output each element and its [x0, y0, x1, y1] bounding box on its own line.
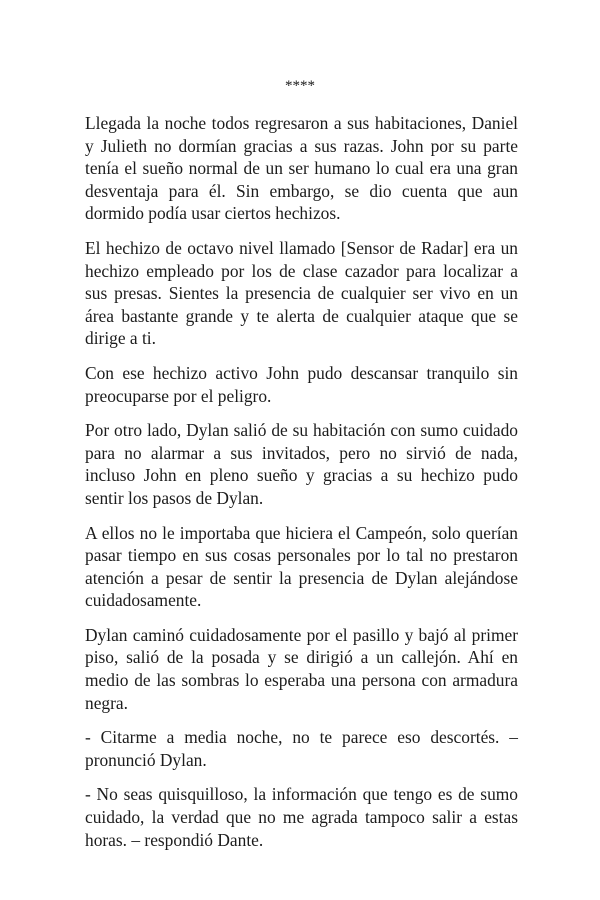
- paragraph: Con ese hechizo activo John pudo descansar tranquilo sin preocuparse por el peligro.: [85, 362, 518, 406]
- paragraph: - Citarme a media noche, no te parece eso descortés. – pronunció Dylan.: [85, 727, 518, 770]
- paragraph: A ellos no le importaba que hiciera el Campeón, solo querían pasar tiempo en sus cosas personales por lo tal no prestaron atención a pesar de sentir la presencia de Dylan alejándose cuidadosamente.: [85, 522, 518, 611]
- paragraph: Dylan caminó cuidadosamente por el pasillo y bajó al primer piso, salió de la posada y se dirigió a un callejón. Ahí en medio de las sombras lo esperaba una persona con armadura negra.: [85, 624, 518, 713]
- paragraph: - No seas quisquilloso, la información que tengo es de sumo cuidado, la verdad que no me agrada tampoco salir a estas horas. – respondió Dante.: [85, 784, 518, 850]
- body-text: [85, 112, 518, 863]
- paragraph: Llegada la noche todos regresaron a sus habitaciones, Daniel y Julieth no dormían gracias a sus razas. John por su parte tenía el sueño normal de un ser humano lo cual era una gran desventaja para él. Sin embargo, se dio cuenta que aun dormido podía usar ciertos hechizos.: [85, 113, 518, 224]
- paragraph: Por otro lado, Dylan salió de su habitación con sumo cuidado para no alarmar a sus invitados, pero no sirvió de nada, incluso John en pleno sueño y gracias a su hechizo pudo sentir los pasos de Dylan.: [85, 420, 518, 508]
- section-separator: ****: [285, 78, 315, 94]
- paragraph: El hechizo de octavo nivel llamado [Sensor de Radar] era un hechizo empleado por los de clase cazador para localizar a sus presas. Sientes la presencia de cualquier ser vivo en un área bastante grande y te alerta de cualquier ataque que se dirige a ti.: [85, 237, 518, 349]
